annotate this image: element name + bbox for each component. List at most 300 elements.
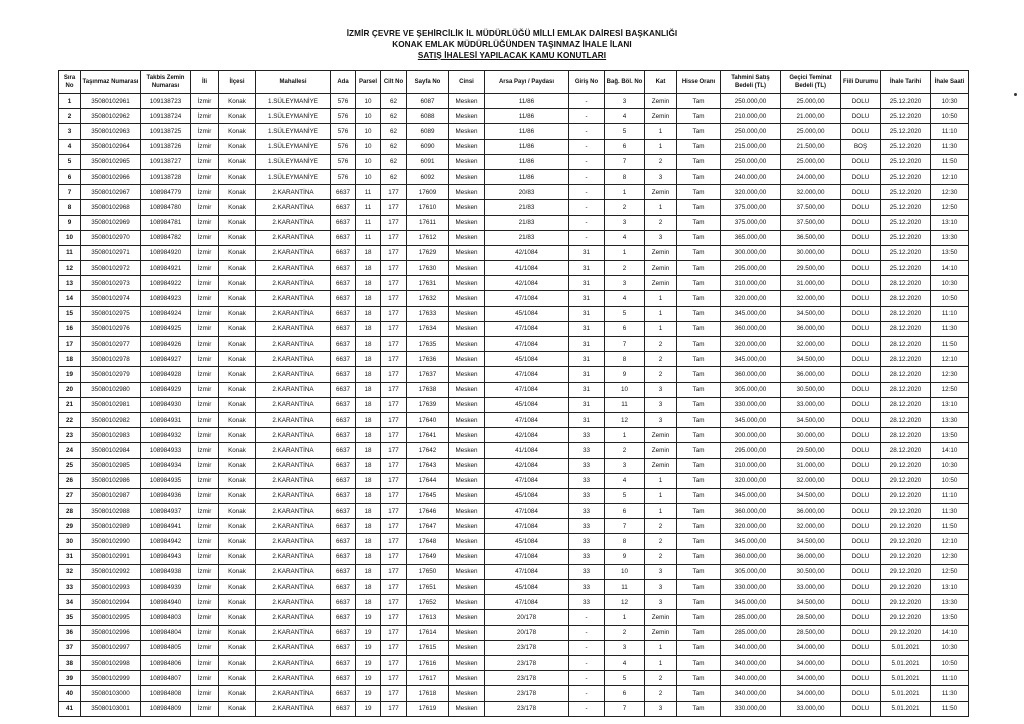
- table-cell: 17629: [407, 245, 449, 260]
- table-row: [59, 458, 969, 473]
- table-cell: 2.KARANTİNA: [256, 610, 331, 625]
- table-cell: 18: [356, 443, 381, 458]
- table-cell: 177: [381, 504, 407, 519]
- table-cell: DOLU: [841, 686, 881, 701]
- column-header: Parsel: [356, 71, 381, 94]
- table-cell: 17634: [407, 321, 449, 336]
- table-cell: Konak: [219, 428, 256, 443]
- table-cell: 20/178: [485, 625, 569, 640]
- table-cell: 18: [356, 473, 381, 488]
- table-cell: 34.000,00: [781, 655, 841, 670]
- table-cell: İzmir: [191, 701, 219, 716]
- table-cell: 109138724: [141, 109, 191, 124]
- table-cell: Konak: [219, 215, 256, 230]
- table-cell: Mesken: [449, 519, 485, 534]
- table-cell: 17632: [407, 291, 449, 306]
- table-cell: 6088: [407, 109, 449, 124]
- table-cell: 177: [381, 321, 407, 336]
- table-cell: 4: [605, 230, 645, 245]
- table-cell: 1: [645, 321, 677, 336]
- table-cell: Tam: [677, 245, 721, 260]
- table-cell: -: [569, 200, 605, 215]
- table-cell: 31.000,00: [781, 458, 841, 473]
- table-cell: Tam: [677, 382, 721, 397]
- table-cell: 31: [569, 276, 605, 291]
- table-cell: 11/86: [485, 139, 569, 154]
- table-cell: 42/1084: [485, 428, 569, 443]
- table-cell: 17645: [407, 488, 449, 503]
- table-cell: 45/1084: [485, 397, 569, 412]
- table-cell: 29.12.2020: [881, 625, 931, 640]
- table-cell: 109138727: [141, 154, 191, 169]
- table-cell: DOLU: [841, 458, 881, 473]
- table-cell: 5: [605, 671, 645, 686]
- table-cell: Mesken: [449, 169, 485, 184]
- table-cell: 108984930: [141, 397, 191, 412]
- table-cell: 12:30: [931, 185, 969, 200]
- table-cell: 177: [381, 458, 407, 473]
- table-cell: 8: [605, 534, 645, 549]
- table-cell: 10: [356, 139, 381, 154]
- column-header: Sayfa No: [407, 71, 449, 94]
- table-cell: 35080102972: [81, 261, 141, 276]
- table-cell: 18: [356, 337, 381, 352]
- table-cell: 62: [381, 94, 407, 109]
- table-cell: 31.000,00: [781, 276, 841, 291]
- table-cell: Konak: [219, 261, 256, 276]
- table-cell: 108984807: [141, 671, 191, 686]
- column-header: Cilt No: [381, 71, 407, 94]
- table-cell: DOLU: [841, 519, 881, 534]
- table-cell: 1: [645, 306, 677, 321]
- table-cell: 12:10: [931, 169, 969, 184]
- table-cell: DOLU: [841, 701, 881, 716]
- table-body: [59, 94, 969, 717]
- table-cell: 109138728: [141, 169, 191, 184]
- table-cell: İzmir: [191, 200, 219, 215]
- table-cell: 4: [605, 291, 645, 306]
- table-cell: 25.12.2020: [881, 139, 931, 154]
- table-cell: 17646: [407, 504, 449, 519]
- table-cell: 6637: [331, 488, 356, 503]
- table-cell: 2.KARANTİNA: [256, 701, 331, 716]
- table-cell: DOLU: [841, 595, 881, 610]
- table-cell: 28.12.2020: [881, 337, 931, 352]
- table-cell: 1: [645, 473, 677, 488]
- table-cell: 2.KARANTİNA: [256, 215, 331, 230]
- table-cell: 310.000,00: [721, 276, 781, 291]
- table-cell: DOLU: [841, 154, 881, 169]
- table-row: [59, 261, 969, 276]
- table-cell: 34.500,00: [781, 595, 841, 610]
- table-cell: 2.KARANTİNA: [256, 412, 331, 427]
- table-cell: 177: [381, 519, 407, 534]
- table-cell: 11: [356, 230, 381, 245]
- table-cell: 37: [59, 640, 81, 655]
- table-cell: 108984922: [141, 276, 191, 291]
- table-cell: Mesken: [449, 640, 485, 655]
- table-cell: 17648: [407, 534, 449, 549]
- table-cell: 35080102992: [81, 564, 141, 579]
- table-cell: 21.500,00: [781, 139, 841, 154]
- table-cell: Mesken: [449, 580, 485, 595]
- table-cell: 6637: [331, 412, 356, 427]
- table-cell: -: [569, 671, 605, 686]
- table-cell: 21/83: [485, 230, 569, 245]
- table-cell: 108984931: [141, 412, 191, 427]
- table-cell: 5.01.2021: [881, 640, 931, 655]
- table-cell: Mesken: [449, 200, 485, 215]
- table-cell: Tam: [677, 412, 721, 427]
- table-cell: 47/1084: [485, 595, 569, 610]
- table-cell: DOLU: [841, 488, 881, 503]
- table-row: [59, 504, 969, 519]
- table-cell: Tam: [677, 595, 721, 610]
- table-row: [59, 428, 969, 443]
- table-cell: 360.000,00: [721, 549, 781, 564]
- table-cell: 1: [645, 655, 677, 670]
- table-cell: Tam: [677, 337, 721, 352]
- table-cell: 177: [381, 549, 407, 564]
- table-cell: 19: [356, 686, 381, 701]
- table-cell: -: [569, 109, 605, 124]
- table-cell: Tam: [677, 655, 721, 670]
- table-cell: 36.000,00: [781, 549, 841, 564]
- table-cell: 23/178: [485, 640, 569, 655]
- table-cell: 177: [381, 200, 407, 215]
- table-cell: İzmir: [191, 367, 219, 382]
- table-cell: 21: [59, 397, 81, 412]
- table-cell: 177: [381, 306, 407, 321]
- table-cell: 17647: [407, 519, 449, 534]
- table-cell: 35080102994: [81, 595, 141, 610]
- table-cell: İzmir: [191, 185, 219, 200]
- table-cell: 62: [381, 169, 407, 184]
- table-cell: 21.000,00: [781, 109, 841, 124]
- table-cell: 108984939: [141, 580, 191, 595]
- table-cell: 34.000,00: [781, 671, 841, 686]
- table-cell: 2: [645, 519, 677, 534]
- table-cell: 35080102999: [81, 671, 141, 686]
- table-cell: 28.500,00: [781, 610, 841, 625]
- table-cell: 31: [569, 245, 605, 260]
- table-cell: Konak: [219, 230, 256, 245]
- table-cell: Mesken: [449, 94, 485, 109]
- table-cell: 2.KARANTİNA: [256, 519, 331, 534]
- table-cell: 33.000,00: [781, 580, 841, 595]
- table-cell: Zemin: [645, 94, 677, 109]
- table-cell: İzmir: [191, 458, 219, 473]
- table-cell: 17616: [407, 655, 449, 670]
- table-cell: 2.KARANTİNA: [256, 200, 331, 215]
- header-line-2: KONAK EMLAK MÜDÜRLÜĞÜNDEN TAŞINMAZ İHALE İLANI: [392, 40, 632, 49]
- table-cell: Mesken: [449, 124, 485, 139]
- table-cell: 32.000,00: [781, 473, 841, 488]
- table-cell: DOLU: [841, 352, 881, 367]
- table-cell: Mesken: [449, 291, 485, 306]
- table-cell: Konak: [219, 185, 256, 200]
- table-cell: Tam: [677, 504, 721, 519]
- table-cell: 17618: [407, 686, 449, 701]
- table-cell: 33: [569, 504, 605, 519]
- table-cell: 36.000,00: [781, 504, 841, 519]
- table-cell: 29.12.2020: [881, 610, 931, 625]
- table-cell: 2.KARANTİNA: [256, 245, 331, 260]
- table-cell: 6637: [331, 519, 356, 534]
- table-cell: 30.500,00: [781, 382, 841, 397]
- table-cell: 23/178: [485, 655, 569, 670]
- table-cell: DOLU: [841, 549, 881, 564]
- table-cell: 305.000,00: [721, 382, 781, 397]
- table-cell: 11/86: [485, 124, 569, 139]
- table-cell: Konak: [219, 519, 256, 534]
- table-cell: İzmir: [191, 564, 219, 579]
- table-cell: Tam: [677, 443, 721, 458]
- table-cell: -: [569, 154, 605, 169]
- table-cell: 5.01.2021: [881, 655, 931, 670]
- table-cell: 17642: [407, 443, 449, 458]
- table-cell: 109138723: [141, 94, 191, 109]
- table-cell: 1: [605, 245, 645, 260]
- table-cell: 108984942: [141, 534, 191, 549]
- table-cell: Zemin: [645, 261, 677, 276]
- table-cell: 6637: [331, 428, 356, 443]
- table-cell: Mesken: [449, 610, 485, 625]
- table-cell: 13:30: [931, 595, 969, 610]
- table-cell: 47/1084: [485, 412, 569, 427]
- table-cell: 108984929: [141, 382, 191, 397]
- table-cell: 13:30: [931, 230, 969, 245]
- table-cell: 28.12.2020: [881, 321, 931, 336]
- table-cell: 34.000,00: [781, 686, 841, 701]
- table-cell: 33: [569, 473, 605, 488]
- table-cell: 215.000,00: [721, 139, 781, 154]
- table-cell: 6637: [331, 261, 356, 276]
- table-cell: 3: [645, 701, 677, 716]
- table-cell: Mesken: [449, 352, 485, 367]
- table-cell: 35080103001: [81, 701, 141, 716]
- table-cell: DOLU: [841, 473, 881, 488]
- table-cell: 28.12.2020: [881, 397, 931, 412]
- table-cell: 2.KARANTİNA: [256, 671, 331, 686]
- table-cell: 35080102995: [81, 610, 141, 625]
- table-cell: 37.500,00: [781, 200, 841, 215]
- table-cell: 340.000,00: [721, 686, 781, 701]
- table-cell: -: [569, 655, 605, 670]
- table-cell: DOLU: [841, 580, 881, 595]
- table-cell: 13:10: [931, 397, 969, 412]
- table-cell: 18: [356, 352, 381, 367]
- table-cell: 6: [605, 504, 645, 519]
- table-cell: 108984782: [141, 230, 191, 245]
- table-cell: Tam: [677, 94, 721, 109]
- table-cell: 37.500,00: [781, 215, 841, 230]
- table-cell: 35080102971: [81, 245, 141, 260]
- table-cell: 6637: [331, 655, 356, 670]
- table-cell: 2: [645, 534, 677, 549]
- table-cell: 6637: [331, 337, 356, 352]
- table-cell: Tam: [677, 397, 721, 412]
- column-header: Mahallesi: [256, 71, 331, 94]
- table-cell: 17643: [407, 458, 449, 473]
- table-cell: 108984933: [141, 443, 191, 458]
- table-row: [59, 580, 969, 595]
- table-cell: 21/83: [485, 200, 569, 215]
- table-cell: Mesken: [449, 367, 485, 382]
- table-cell: 35080102991: [81, 549, 141, 564]
- table-cell: Tam: [677, 306, 721, 321]
- table-cell: 10: [356, 109, 381, 124]
- table-cell: İzmir: [191, 352, 219, 367]
- table-cell: 31: [569, 306, 605, 321]
- table-cell: 2: [605, 625, 645, 640]
- table-cell: 35080102962: [81, 109, 141, 124]
- table-cell: Mesken: [449, 306, 485, 321]
- table-cell: 2.KARANTİNA: [256, 382, 331, 397]
- table-cell: 6637: [331, 306, 356, 321]
- table-cell: 7: [605, 337, 645, 352]
- table-cell: 108984781: [141, 215, 191, 230]
- table-cell: 18: [356, 397, 381, 412]
- table-cell: DOLU: [841, 94, 881, 109]
- table-cell: DOLU: [841, 276, 881, 291]
- table-cell: 35080102998: [81, 655, 141, 670]
- table-cell: 33: [569, 488, 605, 503]
- table-cell: 20: [59, 382, 81, 397]
- table-cell: DOLU: [841, 625, 881, 640]
- table-cell: 108984928: [141, 367, 191, 382]
- column-header: İlçesi: [219, 71, 256, 94]
- table-cell: 109138725: [141, 124, 191, 139]
- table-cell: Konak: [219, 321, 256, 336]
- table-cell: 108984803: [141, 610, 191, 625]
- table-cell: 6637: [331, 321, 356, 336]
- table-cell: 19: [356, 610, 381, 625]
- table-cell: 108984923: [141, 291, 191, 306]
- table-cell: İzmir: [191, 230, 219, 245]
- table-cell: Tam: [677, 428, 721, 443]
- table-cell: 23: [59, 428, 81, 443]
- table-cell: DOLU: [841, 124, 881, 139]
- table-cell: 576: [331, 94, 356, 109]
- table-cell: 45/1084: [485, 534, 569, 549]
- table-cell: DOLU: [841, 215, 881, 230]
- table-cell: 32.000,00: [781, 337, 841, 352]
- table-cell: 30.500,00: [781, 564, 841, 579]
- table-cell: -: [569, 169, 605, 184]
- table-cell: 33: [569, 443, 605, 458]
- table-cell: 2: [645, 686, 677, 701]
- table-cell: 32.000,00: [781, 519, 841, 534]
- table-cell: 11:10: [931, 124, 969, 139]
- table-cell: 240.000,00: [721, 169, 781, 184]
- table-cell: 29.12.2020: [881, 564, 931, 579]
- table-cell: 177: [381, 185, 407, 200]
- table-cell: Zemin: [645, 428, 677, 443]
- table-cell: 177: [381, 686, 407, 701]
- table-cell: 29.12.2020: [881, 595, 931, 610]
- table-cell: Tam: [677, 124, 721, 139]
- table-cell: 11:50: [931, 154, 969, 169]
- table-row: [59, 625, 969, 640]
- table-cell: 47/1084: [485, 382, 569, 397]
- column-header: Ada: [331, 71, 356, 94]
- table-cell: 47/1084: [485, 367, 569, 382]
- table-cell: 33: [569, 549, 605, 564]
- table-cell: 22: [59, 412, 81, 427]
- table-cell: 21/83: [485, 215, 569, 230]
- table-cell: İzmir: [191, 169, 219, 184]
- table-cell: 42/1084: [485, 245, 569, 260]
- table-cell: Mesken: [449, 321, 485, 336]
- table-cell: 10:30: [931, 276, 969, 291]
- table-cell: 17614: [407, 625, 449, 640]
- table-cell: 10:50: [931, 473, 969, 488]
- table-row: [59, 671, 969, 686]
- table-cell: 31: [569, 367, 605, 382]
- table-cell: 6091: [407, 154, 449, 169]
- table-cell: 31: [569, 321, 605, 336]
- table-cell: 2.KARANTİNA: [256, 655, 331, 670]
- table-cell: 25.12.2020: [881, 261, 931, 276]
- table-cell: İzmir: [191, 245, 219, 260]
- table-cell: 35080102990: [81, 534, 141, 549]
- table-cell: DOLU: [841, 382, 881, 397]
- table-cell: 177: [381, 428, 407, 443]
- table-cell: 17633: [407, 306, 449, 321]
- table-cell: 345.000,00: [721, 488, 781, 503]
- table-cell: 25.12.2020: [881, 185, 931, 200]
- table-cell: 17637: [407, 367, 449, 382]
- table-cell: 18: [356, 367, 381, 382]
- table-cell: 35080102967: [81, 185, 141, 200]
- table-cell: Konak: [219, 337, 256, 352]
- table-cell: 8: [59, 200, 81, 215]
- table-cell: 3: [605, 640, 645, 655]
- table-cell: 12:50: [931, 382, 969, 397]
- table-cell: İzmir: [191, 382, 219, 397]
- table-cell: 8: [605, 352, 645, 367]
- table-cell: 35080102984: [81, 443, 141, 458]
- column-header: Taşınmaz Numarası: [81, 71, 141, 94]
- table-cell: 10:30: [931, 458, 969, 473]
- table-cell: 108984804: [141, 625, 191, 640]
- table-cell: 31: [569, 397, 605, 412]
- table-cell: Konak: [219, 701, 256, 716]
- table-cell: 2.KARANTİNA: [256, 549, 331, 564]
- table-row: [59, 306, 969, 321]
- table-cell: Konak: [219, 625, 256, 640]
- table-cell: DOLU: [841, 671, 881, 686]
- table-cell: -: [569, 625, 605, 640]
- table-cell: 1.SÜLEYMANİYE: [256, 154, 331, 169]
- table-cell: 2.KARANTİNA: [256, 595, 331, 610]
- table-cell: 3: [645, 169, 677, 184]
- table-cell: 28.12.2020: [881, 352, 931, 367]
- table-cell: 1: [605, 428, 645, 443]
- table-cell: 10: [356, 169, 381, 184]
- table-cell: 33: [569, 564, 605, 579]
- table-cell: Tam: [677, 458, 721, 473]
- table-cell: 33: [569, 458, 605, 473]
- table-cell: 11:50: [931, 337, 969, 352]
- table-cell: 11:30: [931, 686, 969, 701]
- table-cell: Tam: [677, 154, 721, 169]
- document-header: [0, 28, 1024, 61]
- table-cell: 2.KARANTİNA: [256, 276, 331, 291]
- table-cell: DOLU: [841, 534, 881, 549]
- table-cell: Konak: [219, 640, 256, 655]
